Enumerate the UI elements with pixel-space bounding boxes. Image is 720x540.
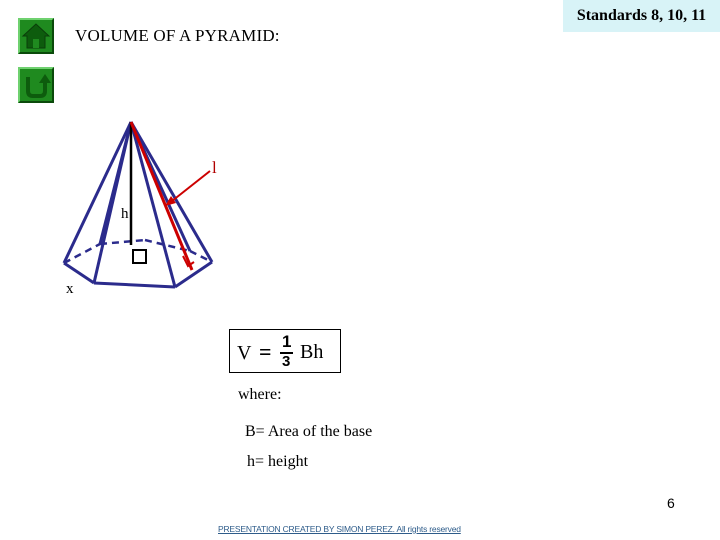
page-number: 6 [667, 495, 675, 511]
slide-title: VOLUME OF A PYRAMID: [75, 26, 280, 45]
formula-lhs: V [237, 342, 252, 364]
footer-credit-link[interactable]: PRESENTATION CREATED BY SIMON PEREZ. All rights reserved [218, 524, 461, 534]
slant-pointer-arrow [172, 171, 210, 201]
slant-height-label: l [212, 158, 217, 177]
volume-formula [229, 329, 341, 373]
height-definition: h= height [247, 453, 309, 470]
hidden-base-edges [64, 240, 212, 263]
formula-denominator: 3 [282, 353, 291, 370]
formula-equals: = [259, 339, 272, 364]
base-definition: B= Area of the base [245, 423, 373, 440]
formula-numerator: 1 [282, 332, 292, 351]
formula-rhs: Bh [300, 341, 324, 363]
vertex-label: x [66, 281, 74, 297]
slant-height-line [131, 122, 192, 270]
where-label: where: [238, 386, 282, 403]
right-angle-marker [133, 250, 146, 263]
standards-badge: Standards 8, 10, 11 [563, 0, 720, 32]
height-label: h [121, 206, 129, 222]
